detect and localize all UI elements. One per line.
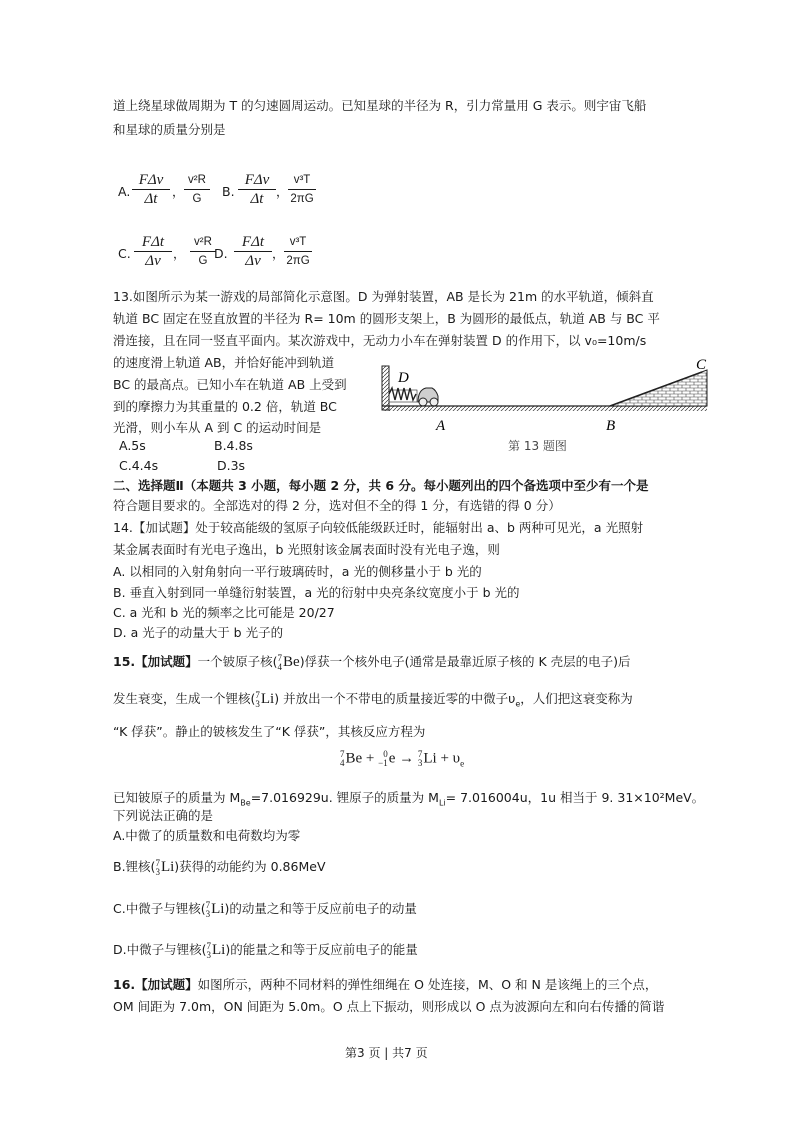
numerator: FΔt: [141, 234, 165, 250]
option-text: )的动量之和等于反应前电子的动量: [224, 901, 417, 916]
q13-option-a: A.5s: [119, 438, 146, 453]
denominator: Δt: [144, 191, 158, 207]
car: [418, 388, 438, 406]
q14-option-b: B. 垂直入射到同一单缝衍射装置，a 光的衍射中央亮条纹宽度小于 b 光的: [113, 585, 520, 600]
section-2-heading: 二、选择题Ⅱ（本题共 3 小题，每小题 2 分，共 6 分。每小题列出的四个备选项中至少有一个是: [113, 478, 649, 493]
option-text: B.锂核(: [113, 859, 156, 874]
option-label: D.: [214, 246, 228, 261]
fraction: [284, 234, 312, 269]
q13-line-4: 的速度滑上轨道 AB，并恰好能冲到轨道: [113, 355, 335, 370]
q13-line-7: 光滑，则小车从 A 到 C 的运动时间是: [113, 420, 322, 435]
q13-option-b: B.4.8s: [214, 438, 253, 453]
numerator: v³T: [289, 236, 307, 248]
q15-option-a: A.中微了的质量数和电荷数均为零: [113, 828, 301, 843]
q16-prefix: 16.【加试题】: [113, 977, 198, 992]
label-d: D: [398, 370, 409, 386]
q13-option-c: C.4.4s: [119, 458, 159, 473]
numerator: FΔv: [244, 172, 270, 188]
numerator: v²R: [194, 236, 212, 248]
q14-text-1: 处于较高能级的氢原子向较低能级跃迁时，能辐射出 a、b 两种可见光，a 光照射: [195, 520, 644, 535]
q15-text-1b: )俘获一个核外电子(通常是最靠近原子核的 K 壳层的电子)后: [299, 654, 631, 669]
q13-line-6: 到的摩擦力为其重量的 0.2 倍，轨道 BC: [113, 399, 337, 414]
section-2-line-2: 符合题目要求的。全部选对的得 2 分，选对但不全的得 1 分，有选错的得 0 分）: [113, 498, 561, 513]
q16-text-1: 如图所示，两种不同材料的弹性细绳在 O 处连接，M、O 和 N 是该绳上的三个点，: [197, 977, 658, 992]
q15-be-mass: =7.016929u. 锂原子的质量为 M: [250, 790, 439, 805]
numerator: FΔt: [241, 234, 265, 250]
q14-line-1: [113, 518, 643, 536]
q14-prefix: 14.【加试题】: [113, 520, 196, 535]
denominator: Δv: [145, 253, 161, 269]
fraction: [184, 172, 210, 207]
lithium-nucleus: 7 3 Li: [255, 689, 275, 709]
q13-option-d: D.3s: [217, 458, 246, 473]
numerator: v²R: [188, 174, 206, 186]
page-footer: 第3 页 | 共7 页: [345, 1046, 428, 1060]
fraction: [238, 172, 276, 207]
q13-line-3: 滑连接，且在同一竖直平面内。某次游戏中，无动力小车在弹射装置 D 的作用下，以 v₀=10m/s: [113, 333, 647, 348]
label-c: C: [696, 357, 707, 373]
fraction: [190, 234, 216, 269]
q15-text-2c: ，人们把这衰变称为: [520, 691, 633, 706]
label-a: A: [436, 418, 446, 434]
q15-option-c: C.中微子与锂核( 7 3 Li)的动量之和等于反应前电子的动量: [113, 899, 417, 919]
ground: [382, 406, 707, 411]
denominator: Δt: [250, 191, 264, 207]
option-text: )获得的动能约为 0.86MeV: [174, 859, 326, 874]
separator: ，: [276, 184, 289, 199]
separator: ，: [173, 246, 186, 261]
wall: [382, 366, 389, 410]
denominator: Δv: [245, 253, 261, 269]
fraction: [132, 172, 170, 207]
q13-figure: [380, 352, 715, 462]
q15-li-mass: = 7.016004u，1u 相当于 9. 31×10²MeV。: [445, 790, 705, 805]
q16-line-1: [113, 975, 657, 993]
q15-text-2b: ) 并放出一个不带电的质量接近零的中微子υ: [274, 691, 516, 706]
q14-option-d: D. a 光子的动量大于 b 光子的: [113, 625, 284, 640]
q15-line-1: [113, 652, 631, 672]
q15-mass-label: 已知铍原子的质量为 M: [113, 790, 241, 805]
q15-prefix: 15.【加试题】: [113, 654, 198, 669]
q13-line-2: 轨道 BC 固定在竖直放置的半径为 R= 10m 的圆形支架上，B 为圆形的最低点，轨道 AB 与 BC 平: [113, 311, 660, 326]
fraction: [288, 172, 316, 207]
q13-line-1: 13.如图所示为某一游戏的局部简化示意图。D 为弹射装置，AB 是长为 21m 的水平轨道，倾斜直: [113, 289, 654, 304]
option-label: C.: [118, 246, 131, 261]
q14-line-2: 某金属表面时有光电子逸出，b 光照射该金属表面时没有光电子逸，则: [113, 542, 500, 557]
q15-line-3: “K 俘获”。静止的铍核发生了“K 俘获”，其核反应方程为: [113, 724, 426, 739]
q15-line-5: 下列说法正确的是: [113, 808, 214, 823]
option-text: )的能量之和等于反应前电子的能量: [225, 942, 418, 957]
separator: ，: [272, 246, 285, 261]
q15-text-1a: 一个铍原子核(: [197, 654, 278, 669]
intro-line-2: 和星球的质量分别是: [113, 122, 226, 137]
fraction: [234, 234, 272, 269]
denominator: 2πG: [286, 255, 310, 267]
separator: ，: [172, 184, 185, 199]
q15-option-b: B.锂核( 7 3 Li)获得的动能约为 0.86MeV: [113, 857, 326, 877]
q14-option-a: A. 以相同的入射角射向一平行玻璃砖时，a 光的侧移量小于 b 光的: [113, 564, 482, 579]
intro-line-1: 道上绕星球做周期为 T 的匀速圆周运动。已知星球的半径为 R，引力常量用 G 表示。则宇宙飞船: [113, 98, 647, 113]
q15-option-d: D.中微子与锂核( 7 3 Li)的能量之和等于反应前电子的能量: [113, 940, 418, 960]
option-label: B.: [222, 184, 235, 199]
option-text: D.中微子与锂核(: [113, 942, 207, 957]
numerator: v³T: [293, 174, 311, 186]
beryllium-nucleus: 7 4 Be: [277, 652, 300, 672]
q14-option-c: C. a 光和 b 光的频率之比可能是 20/27: [113, 605, 335, 620]
label-b: B: [606, 418, 616, 434]
fraction: [134, 234, 172, 269]
q15-line-2: 发生衰变，生成一个锂核( 7 3 Li) 并放出一个不带电的质量接近零的中微子$\upsilon_e$，人们把这衰变称为: [113, 689, 633, 709]
q15-text-2a: 发生衰变，生成一个锂核(: [113, 691, 256, 706]
nuclear-equation: 7 4 Be + 0 −1 e → 7 3 $Li + \upsilon_e$: [340, 749, 465, 769]
denominator: G: [198, 255, 208, 267]
denominator: G: [192, 193, 202, 205]
numerator: FΔv: [138, 172, 164, 188]
option-label: A.: [118, 184, 131, 199]
q13-line-5: BC 的最高点。已知小车在轨道 AB 上受到: [113, 377, 347, 392]
q15-line-4: 已知铍原子的质量为 $M_{Be}=7.016929u$. 锂原子的质量为 $M_{Li}= 7.016004u$，1u 相当于 9. 31×10²MeV。: [113, 790, 705, 808]
figure-caption: 第 13 题图: [508, 439, 567, 453]
denominator: 2πG: [290, 193, 314, 205]
option-text: C.中微子与锂核(: [113, 901, 206, 916]
track-diagram: [380, 352, 715, 462]
q16-line-2: OM 间距为 7.0m，ON 间距为 5.0m。O 点上下振动，则形成以 O 点为波源向左和向右传播的简谐: [113, 999, 665, 1014]
